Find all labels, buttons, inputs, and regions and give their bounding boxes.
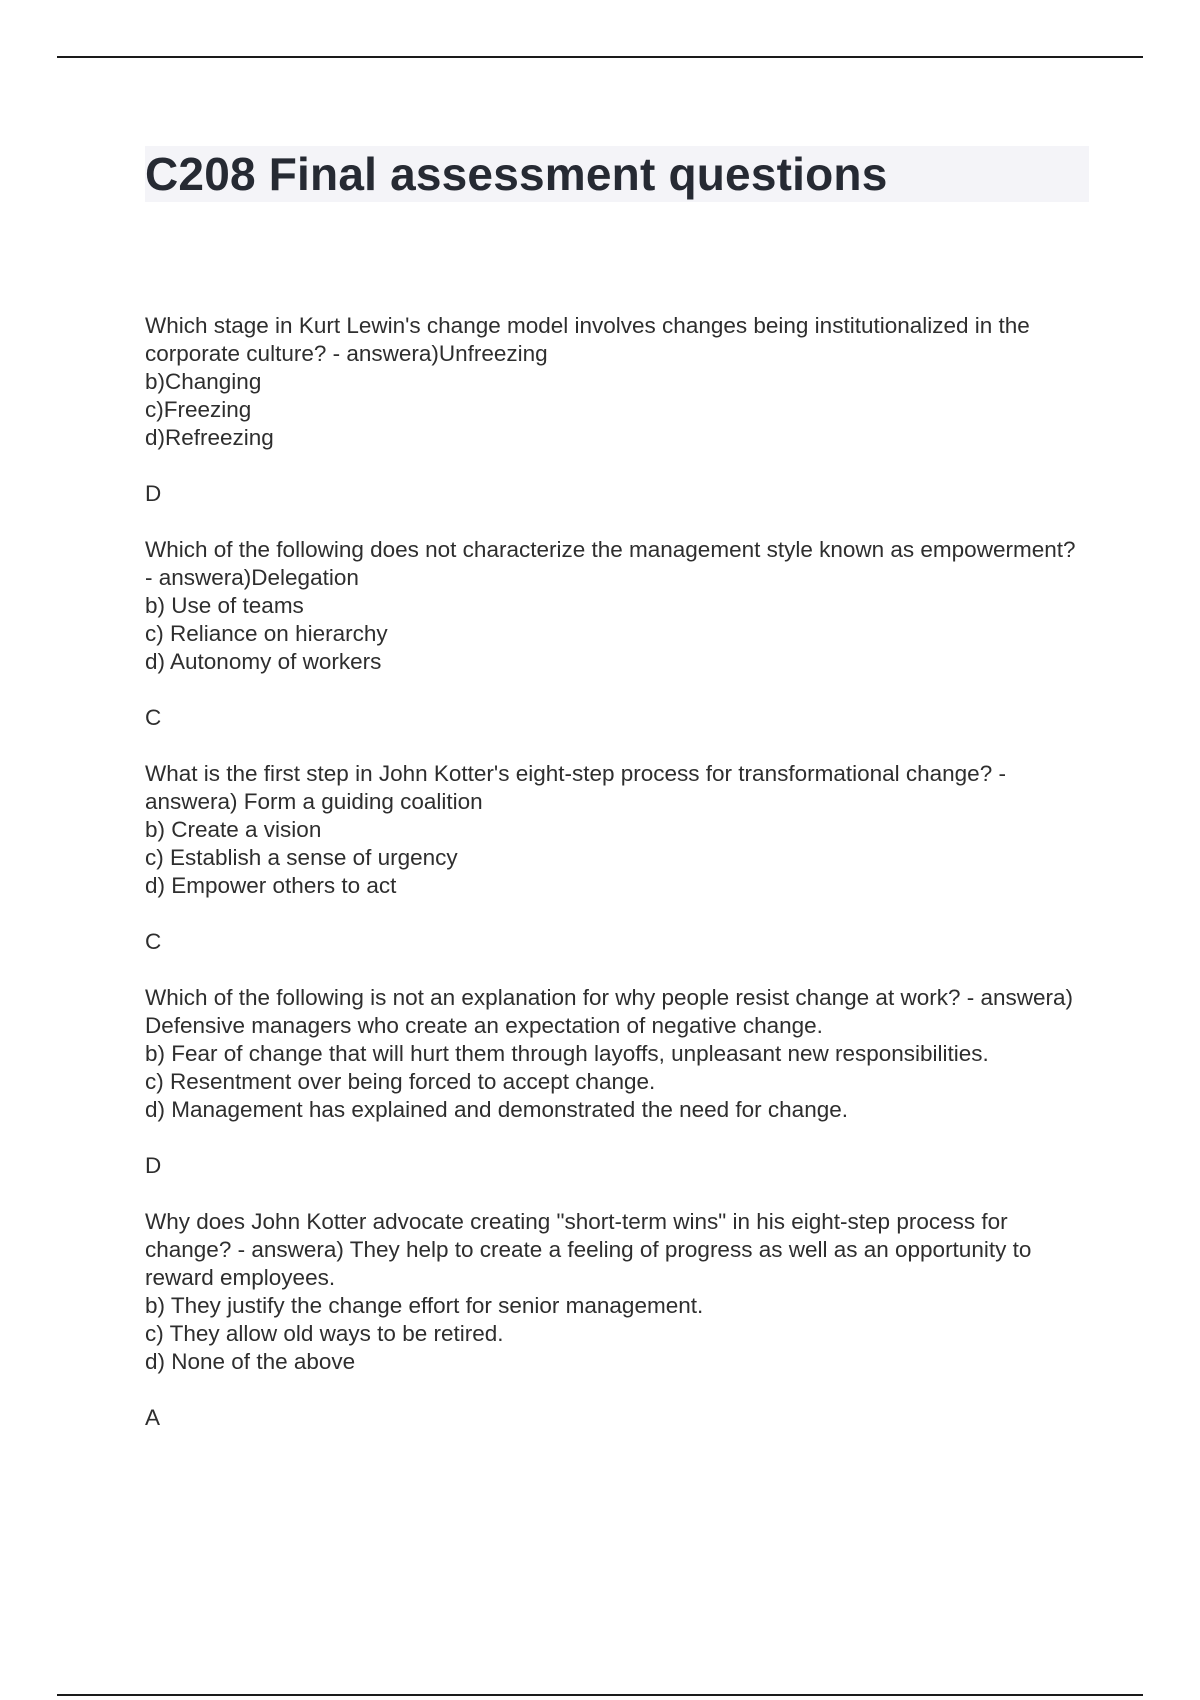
option-c: c)Freezing	[145, 397, 252, 422]
question-text: What is the first step in John Kotter's eight-step process for transformational change? - answera) Form a guiding coalition	[145, 761, 1006, 814]
question-text: Which of the following is not an explanation for why people resist change at work? - answera) Defensive managers who create an expectation of negative change.	[145, 985, 1073, 1038]
answer-letter: C	[145, 929, 162, 954]
option-b: b) They justify the change effort for senior management.	[145, 1293, 704, 1318]
option-c: c) They allow old ways to be retired.	[145, 1321, 504, 1346]
answer-letter: D	[145, 1153, 162, 1178]
question-list	[145, 312, 1089, 1460]
page-title: C208 Final assessment questions	[145, 148, 888, 200]
bottom-divider	[57, 1694, 1143, 1696]
question-block	[145, 312, 1089, 508]
question-block	[145, 1208, 1089, 1432]
option-c: c) Establish a sense of urgency	[145, 845, 458, 870]
question-text: Why does John Kotter advocate creating "short-term wins" in his eight-step process for change? - answera) They help to create a feeling of progress as well as an opportunity to reward employees.	[145, 1209, 1032, 1290]
option-c: c) Resentment over being forced to accept change.	[145, 1069, 656, 1094]
option-d: d) Autonomy of workers	[145, 649, 382, 674]
option-c: c) Reliance on hierarchy	[145, 621, 388, 646]
option-b: b)Changing	[145, 369, 262, 394]
option-d: d)Refreezing	[145, 425, 274, 450]
question-text: Which stage in Kurt Lewin's change model involves changes being institutionalized in the corporate culture? - answera)Unfreezing	[145, 313, 1030, 366]
answer-letter: C	[145, 705, 162, 730]
answer-letter: A	[145, 1405, 161, 1430]
question-block	[145, 536, 1089, 732]
option-b: b) Create a vision	[145, 817, 322, 842]
option-d: d) None of the above	[145, 1349, 356, 1374]
question-block	[145, 760, 1089, 956]
question-text: Which of the following does not characterize the management style known as empowerment? - answera)Delegation	[145, 537, 1076, 590]
option-d: d) Empower others to act	[145, 873, 397, 898]
top-divider	[57, 56, 1143, 58]
option-d: d) Management has explained and demonstrated the need for change.	[145, 1097, 848, 1122]
option-b: b) Fear of change that will hurt them through layoffs, unpleasant new responsibilities.	[145, 1041, 989, 1066]
answer-letter: D	[145, 481, 162, 506]
option-b: b) Use of teams	[145, 593, 304, 618]
question-block	[145, 984, 1089, 1180]
